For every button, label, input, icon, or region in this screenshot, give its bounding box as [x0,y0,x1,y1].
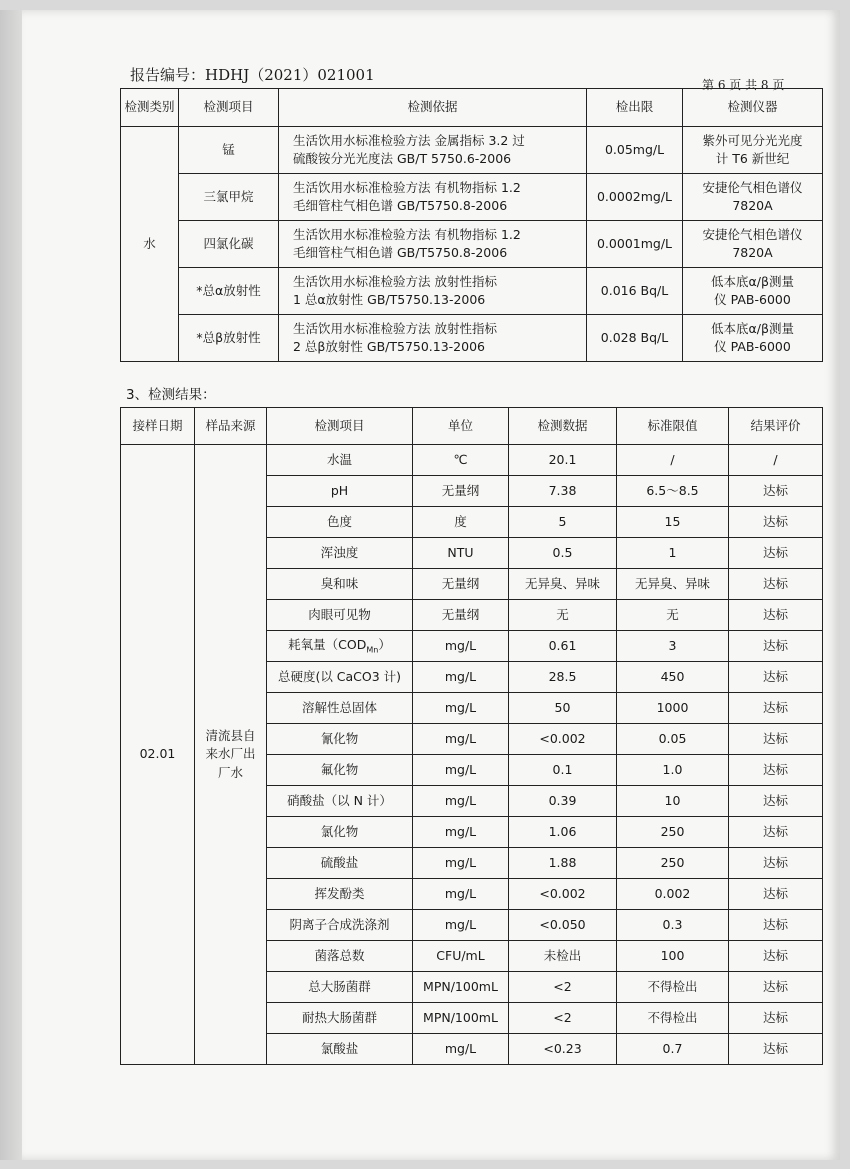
result-evaluation: 达标 [729,910,823,941]
result-evaluation: 达标 [729,1003,823,1034]
result-evaluation: 达标 [729,1034,823,1065]
measured-value: 5 [509,507,617,538]
sample-date: 02.01 [121,445,195,1065]
header-date: 接样日期 [121,408,195,445]
result-evaluation: 达标 [729,879,823,910]
method-instrument [683,268,823,315]
method-item: 锰 [179,127,279,174]
result-evaluation: 达标 [729,631,823,662]
test-item [267,600,413,631]
test-item-name: 总硬度(以 CaCO3 计) [277,668,402,684]
method-item: *总α放射性 [179,268,279,315]
test-item-name: 浑浊度 [320,544,359,560]
sample-source: 清流县自来水厂出厂水 [195,445,267,1065]
standard-limit: 0.3 [617,910,729,941]
method-basis-line1: 生活饮用水标准检验方法 放射性指标 [293,273,497,289]
method-basis-line2: 2 总β放射性 GB/T5750.13-2006 [293,339,485,354]
test-item [267,1034,413,1065]
unit: mg/L [413,910,509,941]
measured-value: 0.5 [509,538,617,569]
unit: 无量纲 [413,476,509,507]
method-instrument [683,315,823,362]
standard-limit: 0.7 [617,1034,729,1065]
test-item-name: 氰化物 [320,730,359,746]
test-item [267,1003,413,1034]
category-cell: 水 [121,127,179,362]
measured-value: <0.002 [509,724,617,755]
method-basis-line2: 1 总α放射性 GB/T5750.13-2006 [293,292,486,307]
unit: 无量纲 [413,600,509,631]
unit: MPN/100mL [413,1003,509,1034]
header-value: 检测数据 [509,408,617,445]
test-item [267,693,413,724]
unit: NTU [413,538,509,569]
measured-value: 无异臭、异味 [509,569,617,600]
measured-value: <0.050 [509,910,617,941]
method-basis-line1: 生活饮用水标准检验方法 有机物指标 1.2 [293,226,521,242]
test-item [267,848,413,879]
measured-value: 未检出 [509,941,617,972]
test-item [267,755,413,786]
method-basis [279,221,587,268]
standard-limit: 250 [617,817,729,848]
unit: CFU/mL [413,941,509,972]
method-instrument [683,174,823,221]
standard-limit: 10 [617,786,729,817]
measured-value: 0.1 [509,755,617,786]
result-evaluation: 达标 [729,507,823,538]
test-item [267,910,413,941]
test-item [267,569,413,600]
instrument-line1: 安捷伦气相色谱仪 [702,226,803,242]
unit: mg/L [413,879,509,910]
test-item-name: 臭和味 [320,575,359,591]
test-item [267,879,413,910]
standard-limit: 无 [617,600,729,631]
unit: mg/L [413,662,509,693]
measured-value: 20.1 [509,445,617,476]
test-item-name: 耗氧量（COD [288,636,367,652]
unit: mg/L [413,755,509,786]
methods-table [120,88,823,362]
method-limit: 0.028 Bq/L [587,315,683,362]
document-page [22,10,840,1160]
standard-limit: 250 [617,848,729,879]
method-instrument [683,221,823,268]
result-evaluation: 达标 [729,786,823,817]
unit: mg/L [413,724,509,755]
method-basis-line1: 生活饮用水标准检验方法 放射性指标 [293,320,497,336]
test-item-name: 氯酸盐 [320,1040,359,1056]
test-item-name: 氯化物 [320,823,359,839]
test-item-tail: ） [378,636,391,652]
method-item: 三氯甲烷 [179,174,279,221]
standard-limit: / [617,445,729,476]
test-item-name: 硫酸盐 [320,854,359,870]
method-row [121,127,823,174]
method-limit: 0.0001mg/L [587,221,683,268]
standard-limit: 450 [617,662,729,693]
results-table [120,407,823,1065]
test-item-name: 肉眼可见物 [308,606,371,622]
header-item: 检测项目 [179,89,279,127]
result-evaluation: 达标 [729,538,823,569]
result-evaluation: 达标 [729,972,823,1003]
standard-limit: 15 [617,507,729,538]
result-evaluation: 达标 [729,693,823,724]
report-number: 报告编号：HDHJ（2021）021001 [130,66,375,84]
result-evaluation: / [729,445,823,476]
page-info: 第 6 页 共 8 页 [702,78,785,92]
standard-limit: 不得检出 [617,1003,729,1034]
standard-limit: 100 [617,941,729,972]
measured-value: 1.88 [509,848,617,879]
result-evaluation: 达标 [729,600,823,631]
measured-value: 28.5 [509,662,617,693]
method-basis-line2: 硫酸铵分光光度法 GB/T 5750.6-2006 [293,151,512,166]
test-item [267,941,413,972]
result-evaluation: 达标 [729,476,823,507]
test-item-name: 氟化物 [320,761,359,777]
result-evaluation: 达标 [729,724,823,755]
unit: mg/L [413,631,509,662]
result-evaluation: 达标 [729,941,823,972]
standard-limit: 1000 [617,693,729,724]
method-basis-line2: 毛细管柱气相色谱 GB/T5750.8-2006 [293,245,508,260]
method-limit: 0.05mg/L [587,127,683,174]
header-instrument: 检测仪器 [683,89,823,127]
results-section-title: 3、检测结果： [126,387,216,403]
standard-limit: 0.002 [617,879,729,910]
instrument-line1: 紫外可见分光光度 [702,132,803,148]
instrument-line2: 7820A [732,198,773,213]
method-row [121,221,823,268]
header-basis: 检测依据 [279,89,587,127]
unit: 无量纲 [413,569,509,600]
unit: mg/L [413,693,509,724]
instrument-line1: 低本底α/β测量 [711,320,794,336]
test-item [267,724,413,755]
method-row [121,268,823,315]
test-item [267,538,413,569]
instrument-line2: 7820A [732,245,773,260]
method-instrument [683,127,823,174]
unit: ℃ [413,445,509,476]
header-test-item: 检测项目 [267,408,413,445]
test-item-name: pH [330,482,349,498]
test-item-name: 色度 [326,513,352,529]
measured-value: 0.39 [509,786,617,817]
unit: mg/L [413,848,509,879]
test-item-name: 耐热大肠菌群 [301,1009,377,1025]
header-standard: 标准限值 [617,408,729,445]
standard-limit: 6.5～8.5 [617,476,729,507]
measured-value: 7.38 [509,476,617,507]
test-item-name: 水温 [326,451,352,467]
header-source: 样品来源 [195,408,267,445]
measured-value: 无 [509,600,617,631]
test-item-subscript: Mn [366,645,379,655]
result-evaluation: 达标 [729,848,823,879]
measured-value: <0.002 [509,879,617,910]
standard-limit: 0.05 [617,724,729,755]
measured-value: <2 [509,972,617,1003]
result-evaluation: 达标 [729,817,823,848]
test-item [267,972,413,1003]
test-item [267,786,413,817]
test-item [267,507,413,538]
test-item [267,476,413,507]
method-limit: 0.016 Bq/L [587,268,683,315]
measured-value: 0.61 [509,631,617,662]
method-row [121,174,823,221]
header-category: 检测类别 [121,89,179,127]
standard-limit: 1.0 [617,755,729,786]
instrument-line2: 仪 PAB-6000 [714,292,791,307]
instrument-line2: 计 T6 新世纪 [715,151,790,166]
standard-limit: 无异臭、异味 [617,569,729,600]
method-basis-line1: 生活饮用水标准检验方法 金属指标 3.2 过 [293,132,525,148]
standard-limit: 3 [617,631,729,662]
test-item-name: 菌落总数 [314,947,365,963]
header-limit: 检出限 [587,89,683,127]
method-basis-line1: 生活饮用水标准检验方法 有机物指标 1.2 [293,179,521,195]
instrument-line2: 仪 PAB-6000 [714,339,791,354]
method-item: *总β放射性 [179,315,279,362]
test-item [267,817,413,848]
method-basis [279,174,587,221]
test-item [267,445,413,476]
measured-value: 50 [509,693,617,724]
measured-value: <2 [509,1003,617,1034]
instrument-line1: 安捷伦气相色谱仪 [702,179,803,195]
result-evaluation: 达标 [729,569,823,600]
header-unit: 单位 [413,408,509,445]
unit: 度 [413,507,509,538]
method-item: 四氯化碳 [179,221,279,268]
unit: MPN/100mL [413,972,509,1003]
test-item-name: 总大肠菌群 [308,978,371,994]
test-item-name: 溶解性总固体 [301,699,377,715]
measured-value: <0.23 [509,1034,617,1065]
result-evaluation: 达标 [729,755,823,786]
method-basis-line2: 毛细管柱气相色谱 GB/T5750.8-2006 [293,198,508,213]
method-basis [279,127,587,174]
test-item-name: 挥发酚类 [314,885,365,901]
method-limit: 0.0002mg/L [587,174,683,221]
unit: mg/L [413,1034,509,1065]
measured-value: 1.06 [509,817,617,848]
result-evaluation: 达标 [729,662,823,693]
instrument-line1: 低本底α/β测量 [711,273,794,289]
test-item-name: 阴离子合成洗涤剂 [289,916,390,932]
header-result: 结果评价 [729,408,823,445]
test-item [267,631,413,662]
standard-limit: 不得检出 [617,972,729,1003]
method-basis [279,315,587,362]
result-row [121,445,823,476]
test-item [267,662,413,693]
test-item-name: 硝酸盐（以 N 计） [287,792,392,808]
unit: mg/L [413,817,509,848]
unit: mg/L [413,786,509,817]
method-row [121,315,823,362]
standard-limit: 1 [617,538,729,569]
method-basis [279,268,587,315]
